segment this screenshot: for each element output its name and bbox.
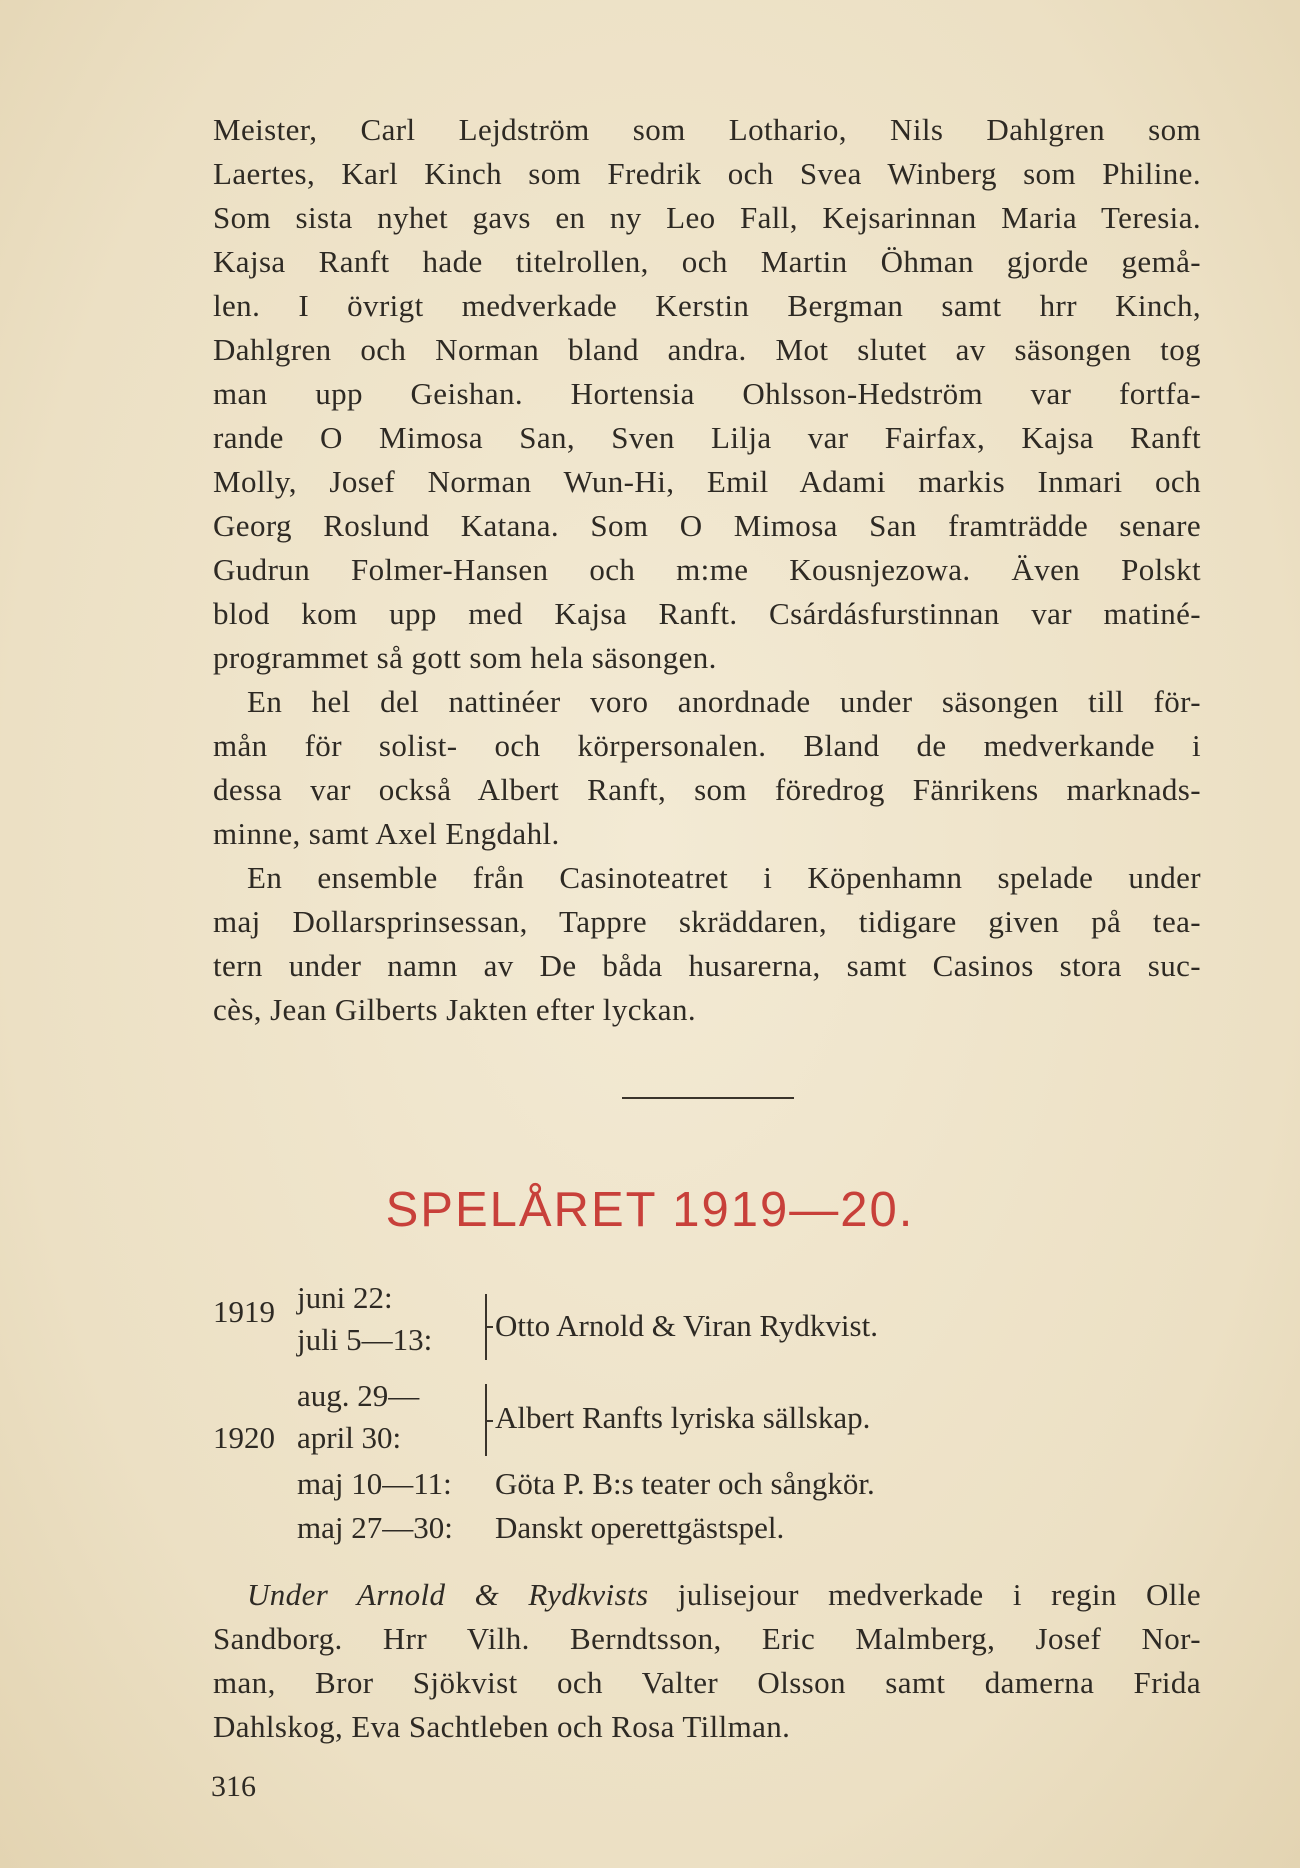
season-schedule: [213, 1276, 1201, 1546]
text-line: blod kom upp med Kajsa Ranft. Csárdásfurstinnan var matiné-: [213, 596, 1201, 631]
text-line: Kajsa Ranft hade titelrollen, och Martin Öhman gjorde gemå-: [213, 244, 1201, 279]
text-line: En hel del nattinéer voro anordnade under säsongen till för-: [247, 684, 1201, 719]
paragraph-nattineer: [213, 680, 1201, 856]
text-line: len. I övrigt medverkade Kerstin Bergman samt hrr Kinch,: [213, 288, 1201, 323]
italic-title: Under Arnold & Rydkvists: [247, 1577, 649, 1612]
text-line: Sandborg. Hrr Vilh. Berndtsson, Eric Malmberg, Josef Nor-: [213, 1621, 1201, 1656]
year-label: 1920: [213, 1420, 275, 1455]
text-line: maj Dollarsprinsessan, Tappre skräddaren, tidigare given på tea-: [213, 904, 1201, 939]
page-number: 316: [211, 1770, 256, 1803]
year-label: 1919: [213, 1294, 275, 1329]
text-line: rande O Mimosa San, Sven Lilja var Fairfax, Kajsa Ranft: [213, 420, 1201, 455]
text-line: Molly, Josef Norman Wun-Hi, Emil Adami markis Inmari och: [213, 464, 1201, 499]
event-label: Danskt operettgästspel.: [495, 1510, 785, 1545]
text-line: Laertes, Karl Kinch som Fredrik och Svea Winberg som Philine.: [213, 156, 1201, 191]
event-label: Göta P. B:s teater och sångkör.: [495, 1466, 875, 1501]
date-label: juni 22:: [297, 1280, 393, 1315]
text-line: programmet så gott som hela säsongen.: [213, 640, 717, 675]
text-line: cès, Jean Gilberts Jakten efter lyckan.: [213, 992, 696, 1027]
paragraph-julisejour: [213, 1573, 1201, 1749]
text-line: dessa var också Albert Ranft, som föredrog Fänrikens marknads-: [213, 772, 1201, 807]
date-label: aug. 29—: [297, 1378, 420, 1413]
text-line: Gudrun Folmer-Hansen och m:me Kousnjezowa. Även Polskt: [213, 552, 1201, 587]
text-line: man upp Geishan. Hortensia Ohlsson-Hedström var fortfa-: [213, 376, 1201, 411]
text-fragment: julisejour medverkade i regin Olle: [677, 1577, 1201, 1612]
text-line: En ensemble från Casinoteatret i Köpenhamn spelade under: [247, 860, 1201, 895]
text-line: tern under namn av De båda husarerna, samt Casinos stora suc-: [213, 948, 1201, 983]
text-line: man, Bror Sjökvist och Valter Olsson samt damerna Frida: [213, 1665, 1201, 1700]
section-divider: [622, 1097, 794, 1099]
date-label: juli 5—13:: [297, 1322, 433, 1357]
text-line: Som sista nyhet gavs en ny Leo Fall, Kejsarinnan Maria Teresia.: [213, 200, 1201, 235]
text-line: minne, samt Axel Engdahl.: [213, 816, 560, 851]
text-line: Dahlskog, Eva Sachtleben och Rosa Tillman.: [213, 1709, 791, 1744]
text-line: [213, 1573, 1201, 1617]
date-label: maj 10—11:: [297, 1466, 452, 1501]
date-label: maj 27—30:: [297, 1510, 453, 1545]
event-label: Albert Ranfts lyriska sällskap.: [495, 1400, 871, 1435]
text-line: Meister, Carl Lejdström som Lothario, Nils Dahlgren som: [213, 112, 1201, 147]
paragraph-casino-ensemble: [213, 856, 1201, 1032]
brace-tip: [485, 1420, 493, 1422]
event-label: Otto Arnold & Viran Rydkvist.: [495, 1308, 878, 1343]
brace-tip: [485, 1326, 493, 1328]
text-line: Dahlgren och Norman bland andra. Mot slutet av säsongen tog: [213, 332, 1201, 367]
text-line: mån för solist- och körpersonalen. Bland de medverkande i: [213, 728, 1201, 763]
section-heading: SPELÅRET 1919—20.: [385, 1183, 915, 1237]
text-line: Georg Roslund Katana. Som O Mimosa San framträdde senare: [213, 508, 1201, 543]
date-label: april 30:: [297, 1420, 402, 1455]
paragraph-cast-list: [213, 108, 1201, 680]
